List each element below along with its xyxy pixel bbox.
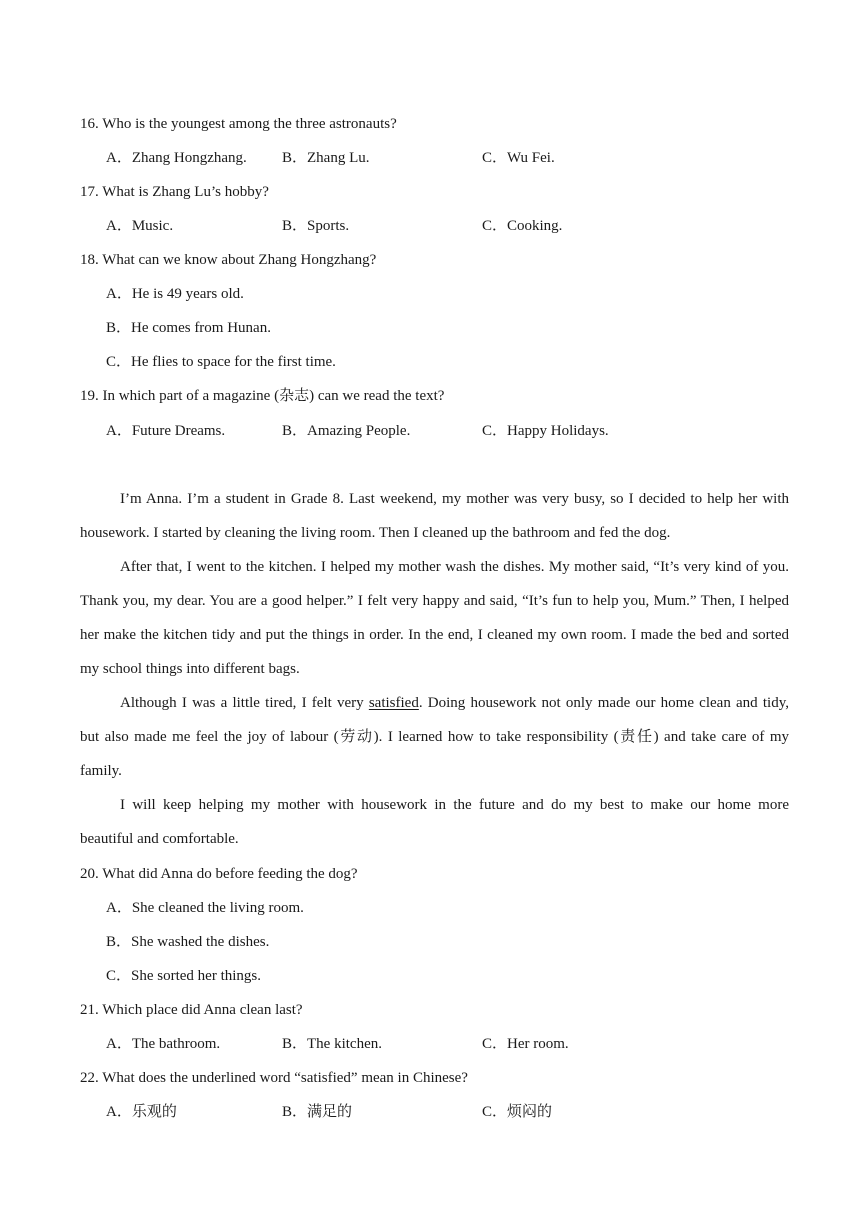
option-17c: C．Cooking. — [482, 218, 563, 234]
option-18a: A．He is 49 years old. — [106, 286, 244, 302]
option-20c: C．She sorted her things. — [106, 968, 261, 984]
option-16a: A．Zhang Hongzhang. — [106, 150, 247, 166]
question-16 — [80, 115, 397, 133]
option-17a: A．Music. — [106, 218, 174, 234]
option-19b: B．Amazing People. — [282, 423, 411, 439]
question-number: 21. — [80, 1002, 99, 1018]
option-21b: B．The kitchen. — [282, 1036, 382, 1052]
passage-line: beautiful and comfortable. — [80, 831, 239, 847]
question-text: What is Zhang Lu’s hobby? — [102, 184, 269, 200]
option-22a: A．乐观的 — [106, 1104, 177, 1120]
question-17 — [80, 183, 269, 201]
question-22 — [80, 1069, 468, 1087]
question-text: What can we know about Zhang Hongzhang? — [102, 252, 377, 268]
passage-line: family. — [80, 763, 122, 779]
question-text: Who is the youngest among the three astronauts? — [102, 116, 397, 132]
option-16c: C．Wu Fei. — [482, 150, 555, 166]
question-text: Which place did Anna clean last? — [102, 1002, 303, 1018]
question-number: 16. — [80, 116, 99, 132]
question-number: 17. — [80, 184, 99, 200]
question-number: 19. — [80, 388, 99, 404]
question-21 — [80, 1001, 303, 1019]
option-22c: C．烦闷的 — [482, 1104, 553, 1120]
passage-line: I will keep helping my mother with housework in the future and do my best to make our home more — [120, 797, 789, 813]
question-number: 22. — [80, 1070, 99, 1086]
question-text: In which part of a magazine (杂志) can we read the text? — [102, 388, 445, 404]
passage-line: my school things into different bags. — [80, 661, 300, 677]
option-20b: B．She washed the dishes. — [106, 934, 270, 950]
question-20 — [80, 865, 358, 883]
option-19a: A．Future Dreams. — [106, 423, 226, 439]
passage-line: Thank you, my dear. You are a good helper.” I felt very happy and said, “It’s fun to help you, Mum.” Then, I helped — [80, 593, 789, 609]
question-18 — [80, 251, 376, 269]
passage-line: I’m Anna. I’m a student in Grade 8. Last weekend, my mother was very busy, so I decided to help her with — [120, 491, 789, 507]
question-19 — [80, 387, 444, 405]
question-text: What did Anna do before feeding the dog? — [102, 866, 358, 882]
passage-line: housework. I started by cleaning the living room. Then I cleaned up the bathroom and fed the dog. — [80, 525, 671, 541]
passage-line: her make the kitchen tidy and put the things in order. In the end, I cleaned my own room. I made the bed and sorted — [80, 627, 789, 643]
option-21c: C．Her room. — [482, 1036, 569, 1052]
passage-text: Although I was a little tired, I felt very — [120, 695, 369, 711]
underlined-word: satisfied — [368, 695, 419, 711]
passage-line: but also made me feel the joy of labour (劳动). I learned how to take responsibility (责任) and take care of my — [80, 729, 789, 745]
passage-line: After that, I went to the kitchen. I helped my mother wash the dishes. My mother said, “It’s very kind of you. — [120, 559, 789, 575]
option-18b: B．He comes from Hunan. — [106, 320, 271, 336]
option-22b: B．满足的 — [282, 1104, 353, 1120]
question-number: 20. — [80, 866, 99, 882]
option-17b: B．Sports. — [282, 218, 350, 234]
option-21a: A．The bathroom. — [106, 1036, 221, 1052]
question-text: What does the underlined word “satisfied” mean in Chinese? — [102, 1070, 468, 1086]
option-16b: B．Zhang Lu. — [282, 150, 370, 166]
question-number: 18. — [80, 252, 99, 268]
passage-line — [80, 694, 789, 712]
option-18c: C．He flies to space for the first time. — [106, 354, 336, 370]
passage-text: . Doing housework not only made our home clean and tidy, — [418, 695, 789, 711]
option-19c: C．Happy Holidays. — [482, 423, 609, 439]
option-20a: A．She cleaned the living room. — [106, 900, 304, 916]
